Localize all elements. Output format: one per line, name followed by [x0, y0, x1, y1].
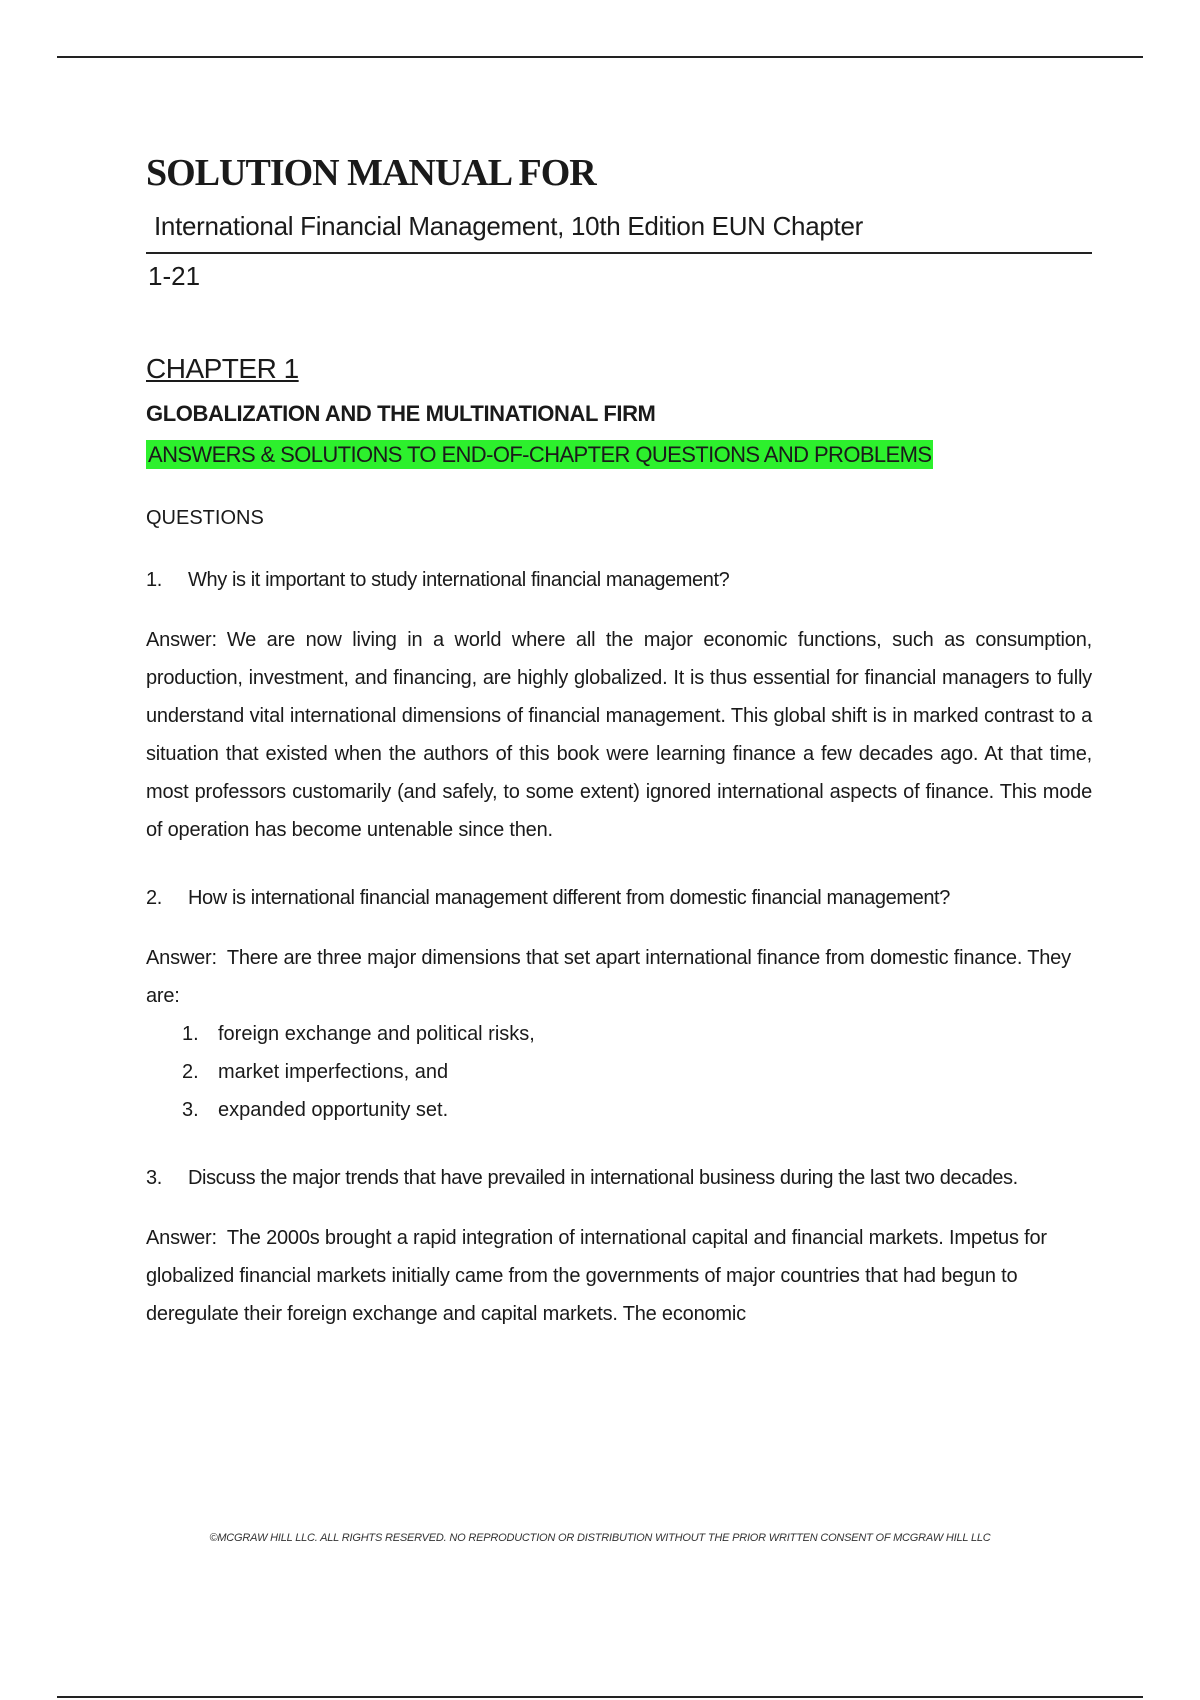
copyright-footer: ©MCGRAW HILL LLC. ALL RIGHTS RESERVED. NO REPRODUCTION OR DISTRIBUTION WITHOUT THE PRIOR WRITTEN CONSENT OF MCGRAW HILL LLC: [209, 1532, 991, 1544]
subtitle-block: [146, 208, 1092, 254]
question-1: [146, 561, 1092, 599]
document-title: SOLUTION MANUAL FOR: [146, 152, 596, 194]
top-divider: [57, 56, 1143, 58]
list-item-text: market imperfections, and: [218, 1061, 449, 1083]
highlighted-heading-row: [146, 440, 1092, 473]
chapter-label: CHAPTER 1: [146, 353, 299, 384]
answer-text: We are now living in a world where all the major economic functions, such as consumption, production, investment, and financing, are highly globalized. It is thus essential for financial managers to fully understand vital international dimensions of financial management. This global shift is in marked contrast to a situation that existed when the authors of this book were learning finance a few decades ago. At that time, most professors customarily (and safely, to some extent) ignored international aspects of finance. This mode of operation has become untenable since then.: [146, 629, 1092, 841]
highlighted-heading: ANSWERS & SOLUTIONS TO END-OF-CHAPTER QUESTIONS AND PROBLEMS: [148, 442, 932, 467]
question-text: How is international financial management different from domestic financial management?: [188, 887, 950, 909]
question-text: Why is it important to study international financial management?: [188, 569, 730, 591]
page-range: 1-21: [148, 261, 201, 291]
question-2: [146, 879, 1092, 917]
document-page: [146, 150, 1092, 1333]
answer-text: The 2000s brought a rapid integration of international capital and financial markets. Impetus for globalized financial markets initially came from the governments of major countries that had begun to deregulate their foreign exchange and capital markets. The economic: [146, 1227, 1047, 1325]
list-item-number: 2.: [182, 1061, 199, 1083]
list-item: [182, 1053, 1092, 1091]
list-item-number: 3.: [182, 1099, 199, 1121]
answer-label: Answer:: [146, 629, 217, 651]
chapter-title: GLOBALIZATION AND THE MULTINATIONAL FIRM: [146, 401, 656, 426]
list-item: [182, 1015, 1092, 1053]
list-item: [182, 1091, 1092, 1129]
question-number: 2.: [146, 887, 162, 909]
question-3: [146, 1159, 1092, 1197]
answer-label: Answer:: [146, 1227, 217, 1249]
list-item-text: expanded opportunity set.: [218, 1099, 449, 1121]
answer-text: There are three major dimensions that set apart international finance from domestic finance. They are:: [146, 947, 1071, 1007]
answer-2-list: [146, 1015, 1092, 1129]
section-label: QUESTIONS: [146, 507, 264, 529]
book-subtitle: International Financial Management, 10th Edition EUN Chapter: [154, 211, 863, 241]
answer-2: [146, 939, 1092, 1015]
list-item-number: 1.: [182, 1023, 199, 1045]
answer-label: Answer:: [146, 947, 217, 969]
answer-3: [146, 1219, 1092, 1333]
question-number: 1.: [146, 569, 162, 591]
question-number: 3.: [146, 1167, 162, 1189]
answer-1: [146, 621, 1092, 849]
list-item-text: foreign exchange and political risks,: [218, 1023, 535, 1045]
question-text: Discuss the major trends that have prevailed in international business during the last two decades.: [188, 1167, 1018, 1189]
bottom-divider: [57, 1696, 1143, 1698]
